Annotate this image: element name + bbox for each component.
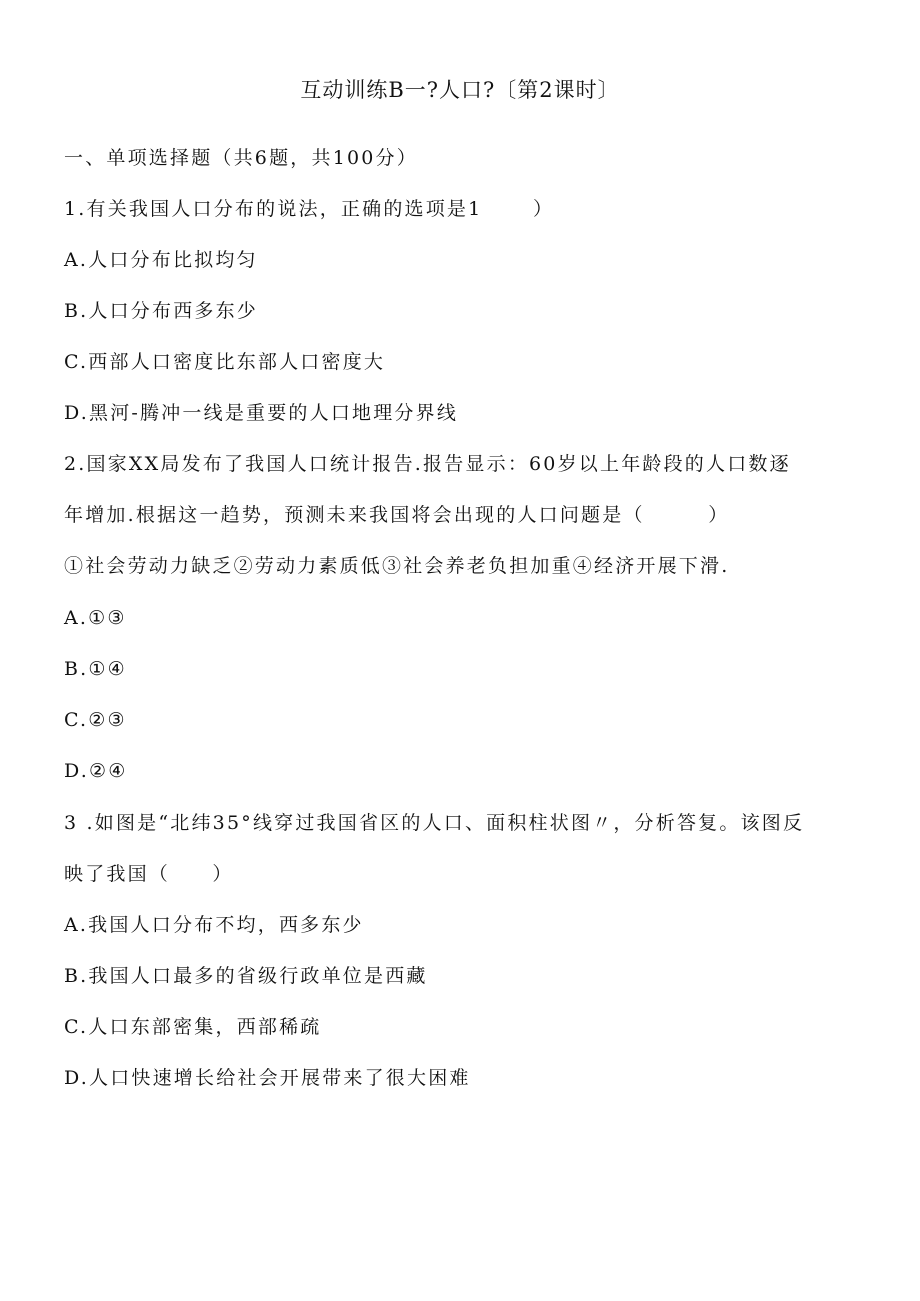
question-3-stem-line-1: 3 .如图是“北纬35°线穿过我国省区的人口、面积柱状图〃，分析答复。该图反: [64, 812, 805, 834]
question-2-stem-line-2: 年增加.根据这一趋势，预测未来我国将会出现的人口问题是（ ）: [64, 504, 730, 526]
question-3-stem-line-2: 映了我国（ ）: [64, 863, 234, 885]
question-3-option-a: A.我国人口分布不均，西多东少: [64, 914, 364, 936]
question-3-option-c: C.人口东部密集，西部稀疏: [64, 1016, 322, 1038]
question-1-option-c: C.西部人口密度比东部人口密度大: [64, 351, 386, 373]
question-1-option-a: A.人口分布比拟均匀: [64, 249, 258, 271]
question-3-option-b: B.我国人口最多的省级行政单位是西藏: [64, 965, 428, 987]
document-title: 互动训练B一?人口?〔第2课时〕: [300, 78, 620, 102]
question-2-option-d: D.②④: [64, 760, 128, 782]
question-1-option-d: D.黑河-腾冲一线是重要的人口地理分界线: [64, 402, 459, 424]
section-heading: 一、单项选择题（共6题，共100分）: [64, 147, 418, 169]
question-3-option-d: D.人口快速增长给社会开展带来了很大困难: [64, 1067, 471, 1089]
question-1-option-b: B.人口分布西多东少: [64, 300, 259, 322]
question-2-option-c: C.②③: [64, 709, 127, 731]
question-1-stem: 1.有关我国人口分布的说法，正确的选项是1 ）: [64, 198, 555, 220]
question-2-option-b: B.①④: [64, 658, 127, 680]
question-2-option-a: A.①③: [64, 607, 127, 629]
question-2-stem-line-1: 2.国家XX局发布了我国人口统计报告.报告显示：60岁以上年龄段的人口数逐: [64, 453, 791, 475]
question-2-stem-line-3: ①社会劳动力缺乏②劳动力素质低③社会养老负担加重④经济开展下滑.: [64, 555, 730, 577]
